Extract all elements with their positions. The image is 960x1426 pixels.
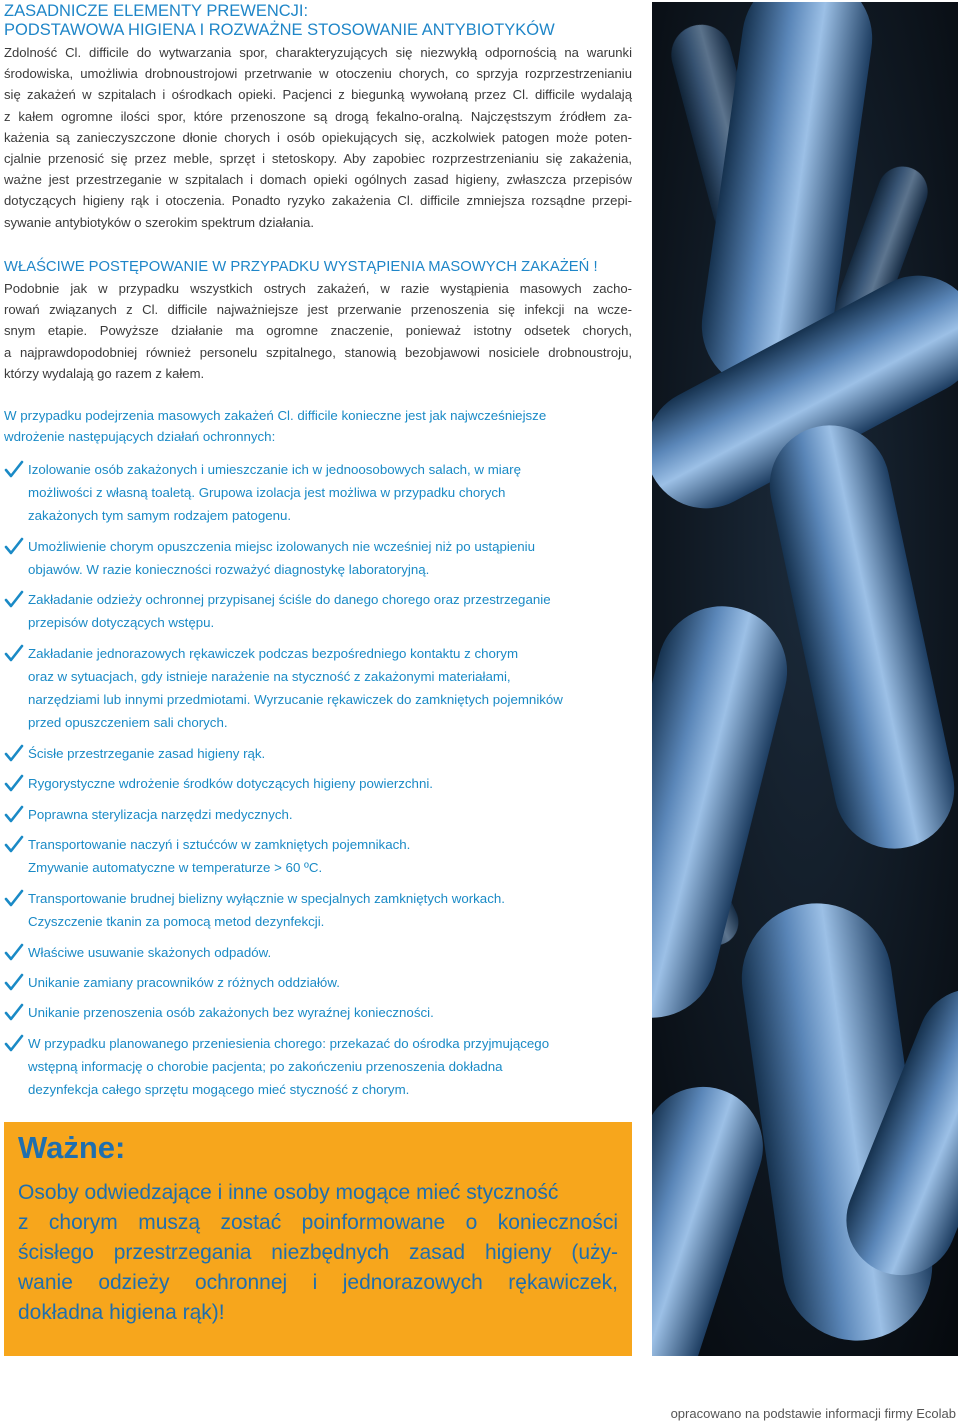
section-line: którzy wydalają go razem z kałem. (4, 365, 205, 381)
checklist-item-text (28, 971, 628, 994)
checklist-item-line: objawów. W razie konieczności rozważyć diagnostykę laboratoryjną. (28, 562, 430, 577)
source-footer: opracowano na podstawie informacji firmy Ecolab (670, 1406, 956, 1421)
checkmark-icon (4, 835, 24, 855)
checklist-item-line: możliwości z własną toaletą. Grupowa izolacja jest możliwa w przypadku chorych (28, 485, 506, 500)
checklist-item-line: Zmywanie automatyczne w temperaturze > 60 ºC. (28, 860, 323, 875)
checkmark-icon (4, 774, 24, 794)
intro-line: cjalnie przenosić się przez meble, sprzęt i stetoskopy. Aby zapobiec rozprzestrzenianiu się zakażenia, (4, 151, 632, 167)
checklist-item-text (28, 1001, 628, 1024)
checklist-item-line: Transportowanie naczyń i sztućców w zamkniętych pojemnikach. (28, 837, 411, 852)
actions-intro-line: wdrożenie następujących działań ochronnych: (4, 429, 276, 445)
actions-intro (4, 405, 632, 448)
intro-line: Zdolność Cl. difficile do wytwarzania spor, charakteryzujących się niezwykłą odpornością na warunki (4, 45, 632, 60)
checkmark-icon (4, 460, 24, 480)
intro-line: sywanie antybiotyków o szerokim spektrum działania. (4, 214, 315, 230)
checklist-item-line: Rygorystyczne wdrożenie środków dotyczących higieny powierzchni. (28, 776, 433, 791)
checklist-item-line: przepisów dotyczących wstępu. (28, 615, 215, 630)
checklist-item-line: Unikanie przenoszenia osób zakażonych bez wyraźnej konieczności. (28, 1005, 434, 1020)
checkmark-icon (4, 1003, 24, 1023)
bacteria-illustration (652, 2, 958, 1356)
checkmark-icon (4, 1034, 24, 1054)
intro-line: środowiska, umożliwia drobnoustrojowi przetrwanie w otoczeniu chorych, co sprzyja rozprzestrzenianiu (4, 66, 632, 82)
checklist-item-text (28, 588, 628, 634)
checklist-item-line: Ścisłe przestrzeganie zasad higieny rąk. (28, 746, 266, 761)
checklist-item-line: oraz w sytuacjach, gdy istnieje narażenie na styczność z zakażonymi materiałami, (28, 669, 511, 684)
checklist-item-text (28, 833, 628, 879)
intro-paragraph (4, 42, 632, 233)
checklist-item-line: Transportowanie brudnej bielizny wyłącznie w specjalnych zamkniętych workach. (28, 891, 505, 906)
important-box (4, 1122, 632, 1356)
checklist-item-line: narzędziami lub innymi przedmiotami. Wyrzucanie rękawiczek do zamkniętych pojemników (28, 692, 563, 707)
important-line: Osoby odwiedzające i inne osoby mogące mieć styczność (18, 1181, 559, 1204)
checklist-item-text (28, 941, 628, 964)
checklist-item-line: Unikanie zamiany pracowników z różnych oddziałów. (28, 975, 340, 990)
checklist-item-line: zakażonych tym samym rodzajem patogenu. (28, 508, 292, 523)
checklist-item-text (28, 535, 628, 581)
important-text (18, 1178, 618, 1328)
section-line: rowań związanych z Cl. difficile najważniejsze jest przerwanie przenoszenia się infekcji na wcze- (4, 302, 632, 318)
checklist-item-line: Umożliwienie chorym opuszczenia miejsc izolowanych nie wcześniej niż po ustąpieniu (28, 539, 535, 554)
intro-line: dotyczących higieny rąk i otoczenia. Ponadto ryzyko zakażenia Cl. difficile zmniejsza rozsądne przepi- (4, 193, 632, 209)
bacteria-image (652, 2, 958, 1356)
checklist-item-line: Właściwe usuwanie skażonych odpadów. (28, 945, 272, 960)
important-line: ścisłego przestrzegania niezbędnych zasad higieny (uży- (18, 1241, 618, 1264)
checklist-item-text (28, 803, 628, 826)
checklist-item-text (28, 742, 628, 765)
section-title: WŁAŚCIWE POSTĘPOWANIE W PRZYPADKU WYSTĄPIENIA MASOWYCH ZAKAŻEŃ ! (4, 259, 598, 275)
intro-section (4, 0, 632, 233)
page-title-line-1: ZASADNICZE ELEMENTY PREWENCJI: (4, 2, 309, 20)
intro-line: się zakażeń w szpitalach i ośrodkach opieki. Pacjenci z biegunką wywołaną przez Cl. difficile wydalają (4, 87, 632, 103)
important-line: z chorym muszą zostać poinformowane o konieczności (18, 1211, 618, 1234)
checkmark-icon (4, 943, 24, 963)
section-line: Podobnie jak w przypadku wszystkich ostrych zakażeń, w razie wystąpienia masowych zacho- (4, 281, 632, 296)
checkmark-icon (4, 973, 24, 993)
intro-line: każenia są zanieczyszczone dłonie chorych i osób opiekujących się, aczkolwiek patogen może poten- (4, 129, 632, 145)
checkmark-icon (4, 744, 24, 764)
checklist-item-line: Izolowanie osób zakażonych i umieszczanie ich w jednoosobowych salach, w miarę (28, 462, 521, 477)
checkmark-icon (4, 590, 24, 610)
checklist-item-text (28, 458, 628, 527)
important-line: dokładna higiena rąk)! (18, 1301, 225, 1324)
page-title-line-2: PODSTAWOWA HIGIENA I ROZWAŻNE STOSOWANIE ANTYBIOTYKÓW (4, 21, 555, 39)
checklist-item-line: Zakładanie jednorazowych rękawiczek podczas bezpośredniego kontaktu z chorym (28, 646, 519, 661)
section-paragraph (4, 278, 632, 384)
checklist-item-line: przed opuszczeniem sali chorych. (28, 715, 228, 730)
checklist-item-text (28, 887, 628, 933)
checklist-item-line: Poprawna sterylizacja narzędzi medycznych. (28, 807, 293, 822)
checklist-item-line: wstępną informację o chorobie pacjenta; po zakończeniu przenoszenia dokładna (28, 1059, 503, 1074)
checkmark-icon (4, 644, 24, 664)
important-title: Ważne: (18, 1130, 126, 1165)
section-line: a najprawdopodobniej również personelu szpitalnego, stanowią bezobjawowi nosiciele drobnoustroju, (4, 344, 632, 360)
checklist-item-line: W przypadku planowanego przeniesienia chorego: przekazać do ośrodka przyjmującego (28, 1036, 550, 1051)
checklist-item-text (28, 772, 628, 795)
checkmark-icon (4, 537, 24, 557)
intro-line: ważne jest przestrzeganie w szpitalach i domach opieki ogólnych zasad higieny, zwłaszcza przepisów (4, 172, 632, 188)
important-line: wanie odzieży ochronnej i jednorazowych rękawiczek, (18, 1271, 618, 1294)
checkmark-icon (4, 805, 24, 825)
section-line: snym etapie. Powyższe działanie ma ogromne znaczenie, ponieważ istotny odsetek chorych, (4, 323, 632, 339)
checklist-item-line: Czyszczenie tkanin za pomocą metod dezynfekcji. (28, 914, 325, 929)
checkmark-icon (4, 889, 24, 909)
checklist-item-text (28, 642, 628, 734)
checklist-item-text (28, 1032, 628, 1101)
actions-intro-line: W przypadku podejrzenia masowych zakażeń Cl. difficile konieczne jest jak najwcześniejsze (4, 408, 547, 423)
checklist-item-line: Zakładanie odzieży ochronnej przypisanej ściśle do danego chorego oraz przestrzeganie (28, 592, 551, 607)
intro-line: z kałem ogromne ilości spor, które przenoszone są drogą fekalno-oralną. Najczęstszym źródłem za- (4, 108, 632, 124)
checklist-item-line: dezynfekcja całego sprzętu mogącego mieć styczność z chorym. (28, 1082, 410, 1097)
